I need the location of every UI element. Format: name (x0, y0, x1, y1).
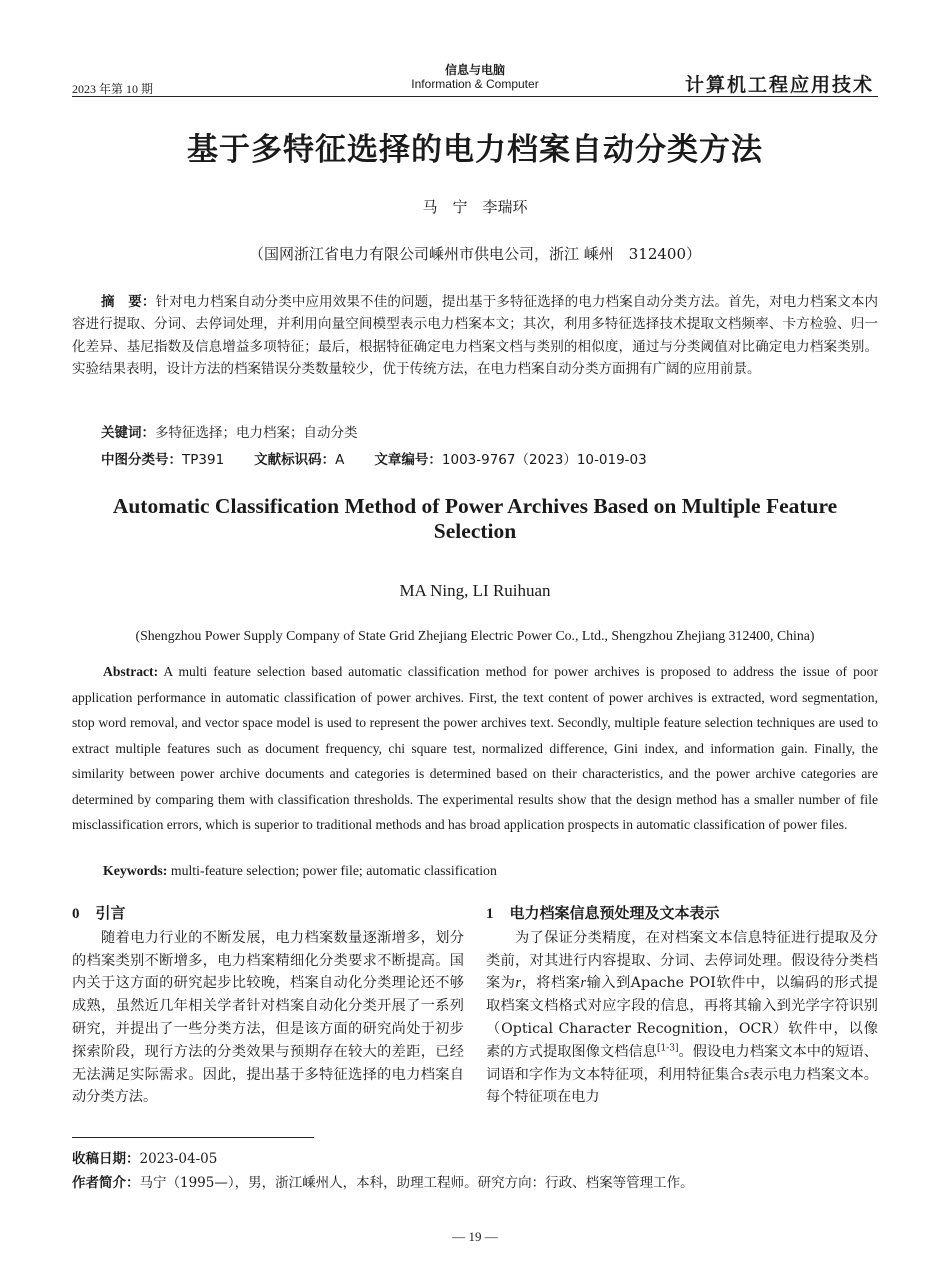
affiliation-cn: （国网浙江省电力有限公司嵊州市供电公司，浙江 嵊州 312400） (248, 245, 702, 263)
article-no-value: 1003-9767（2023）10-019-03 (441, 452, 647, 468)
classification-line (101, 448, 677, 468)
paragraph-text: 输入到Apache POI软件中，以编码的形式提取档案文档格式对应字段的信息，再将其输入到光学字符识别（Optical Character Recognition，OCR）软件中，以像素的方式提取图像文档信息 (486, 975, 878, 1060)
section-title: 引言 (95, 904, 126, 922)
keywords-en-label: Keywords: (103, 863, 168, 878)
section-title: 电力档案信息预处理及文本表示 (509, 904, 720, 922)
authors-en: MA Ning, LI Ruihuan (399, 581, 551, 600)
section-heading (486, 902, 878, 926)
abstract-cn-label: 摘 要： (101, 294, 156, 310)
affiliation-en: (Shengzhou Power Supply Company of State Grid Zhejiang Electric Power Co., Ltd., Shengzhou Zhejiang 312400, China) (135, 628, 815, 643)
paragraph-text: 。假设电力档案文本中的短语、词语和字作为文本特征项，利用特征集合 (486, 1043, 878, 1083)
abstract-en-text: A multi feature selection based automatic classification method for power archives is proposed to address the issue of poor application performance in automatic classification of power archives. First, the text content of power archives is extracted, word segmentation, stop word removal, and vector space model is used to represent the power archives text. Secondly, multiple feature selection techniques are used to extract multiple features such as document frequency, chi square test, normalized difference, Gini index, and information gain. Finally, the similarity between power archive documents and categories is determined based on their characteristics, and the power archive categories are determined by comparing them with classification thresholds. The experimental results show that the design method has a smaller number of file misclassification errors, which is superior to traditional methods and has broad application prospects in automatic classification of power files. (72, 664, 878, 832)
header-divider (72, 96, 878, 97)
paragraph: 随着电力行业的不断发展，电力档案数量逐渐增多，划分的档案类别不断增多，电力档案精细化分类要求不断提高。国内关于这方面的研究起步比较晚，档案自动化分类理论还不够成熟，虽然近几年相关学者针对档案自动化分类开展了一系列研究，并提出了一些分类方法，但是该方面的研究尚处于初步探索阶段，现行方法的分类效果与预期存在较大的差距，已经无法满足实际需求。因此，提出基于多特征选择的电力档案自动分类方法。 (72, 929, 464, 1106)
received-date (72, 1147, 217, 1167)
paragraph (486, 927, 878, 1109)
section-preprocessing (486, 902, 878, 1109)
abstract-cn-text: 针对电力档案自动分类中应用效果不佳的问题，提出基于多特征选择的电力档案自动分类方法。首先，对电力档案文本内容进行提取、分词、去停词处理，并利用向量空间模型表示电力档案本文；其次，利用多特征选择技术提取文档频率、卡方检验、归一化差异、基尼指数及信息增益多项特征；最后，根据特征确定电力档案文档与类别的相似度，通过与分类阈值对比确定电力档案类别。实验结果表明，设计方法的档案错误分类数量较少，优于传统方法，在电力档案自动分类方面拥有广阔的应用前景。 (72, 294, 879, 378)
keywords-en-text: multi-feature selection; power file; automatic classification (167, 863, 497, 878)
journal-name-cn: 信息与电脑 (444, 63, 505, 77)
keywords-en (103, 863, 497, 879)
paper-title-en: Automatic Classification Method of Power Archives Based on Multiple Feature Selection (112, 494, 838, 543)
authors-cn: 马 宁 李瑞环 (422, 198, 528, 216)
doc-code-label: 文献标识码： (254, 452, 336, 468)
article-no-label: 文章编号： (374, 452, 442, 468)
variable-r: r (515, 975, 522, 992)
abstract-en (72, 659, 878, 838)
section-introduction (72, 902, 464, 1109)
section-number: 1 (486, 906, 494, 922)
paragraph-text: 为了保证分类精度，在对档案文本信息特征进行提取及分类前，对其进行内容提取、分词、去停词处理。假设待分类档案为 (486, 929, 878, 992)
abstract-cn (72, 291, 878, 381)
clc-label: 中图分类号： (101, 452, 182, 468)
abstract-en-label: Abstract: (103, 664, 159, 679)
issue-label: 2023 年第 10 期 (72, 82, 154, 96)
journal-name-en: Information & Computer (411, 77, 539, 91)
citation: [1-3] (656, 1043, 679, 1054)
section-number: 0 (72, 906, 80, 922)
variable-s: s (743, 1066, 750, 1083)
bio-label: 作者简介： (72, 1175, 140, 1191)
section-heading (72, 902, 464, 926)
footnote-divider (72, 1137, 314, 1138)
received-label: 收稿日期： (72, 1151, 140, 1167)
paragraph-text: 表示电力档案文本。每个特征项在电力 (486, 1066, 878, 1106)
paragraph-text: ，将档案 (521, 975, 581, 992)
variable-r: r (580, 975, 587, 992)
keywords-cn-label: 关键词： (101, 425, 155, 441)
paper-title-cn: 基于多特征选择的电力档案自动分类方法 (187, 132, 763, 168)
keywords-cn (101, 421, 358, 441)
section-label: 计算机工程应用技术 (684, 74, 874, 96)
bio-value: 马宁（1995—），男，浙江嵊州人，本科，助理工程师。研究方向：行政、档案等管理工作。 (139, 1175, 694, 1191)
page-number: — 19 — (452, 1229, 498, 1244)
keywords-cn-text: 多特征选择；电力档案；自动分类 (155, 425, 358, 441)
doc-code-value: A (335, 452, 345, 468)
clc-value: TP391 (182, 452, 225, 468)
received-value: 2023-04-05 (139, 1151, 218, 1167)
author-bio (72, 1171, 694, 1191)
